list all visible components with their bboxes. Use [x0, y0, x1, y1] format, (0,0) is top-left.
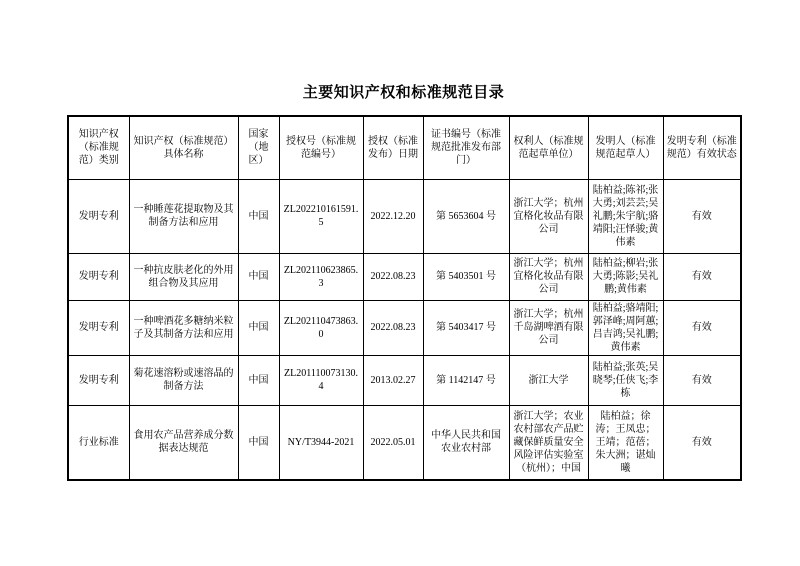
cell-inventors: 陆柏益;骆靖阳;郭泽峰;周阿蕙;吕吉鸿;吴礼鹏;黄伟素	[588, 300, 663, 355]
cell-date: 2022.08.23	[363, 300, 423, 355]
header-name: 知识产权（标准规范）具体名称	[129, 116, 238, 179]
cell-certificate: 第 1142147 号	[423, 355, 509, 405]
cell-date: 2022.12.20	[363, 179, 423, 253]
header-category: 知识产权（标准规范）类别	[68, 116, 129, 179]
cell-rights-holder: 浙江大学；杭州千岛湖啤酒有限公司	[509, 300, 588, 355]
cell-country: 中国	[238, 405, 279, 480]
cell-country: 中国	[238, 300, 279, 355]
cell-category: 发明专利	[68, 253, 129, 300]
cell-country: 中国	[238, 179, 279, 253]
cell-number: ZL202210161591.5	[279, 179, 363, 253]
cell-name: 菊花速溶粉或速溶晶的制备方法	[129, 355, 238, 405]
cell-date: 2022.08.23	[363, 253, 423, 300]
cell-category: 发明专利	[68, 355, 129, 405]
cell-name: 一种睡莲花提取物及其制备方法和应用	[129, 179, 238, 253]
cell-rights-holder: 浙江大学；杭州宜格化妆品有限公司	[509, 253, 588, 300]
cell-status: 有效	[663, 355, 741, 405]
cell-number: ZL202110623865.3	[279, 253, 363, 300]
cell-name: 一种抗皮肤老化的外用组合物及其应用	[129, 253, 238, 300]
cell-status: 有效	[663, 405, 741, 480]
header-number: 授权号（标准规范编号）	[279, 116, 363, 179]
cell-date: 2022.05.01	[363, 405, 423, 480]
table-header-row	[68, 116, 741, 179]
cell-rights-holder: 浙江大学；农业农村部农产品贮藏保鲜质量安全风险评估实验室（杭州）；中国	[509, 405, 588, 480]
cell-status: 有效	[663, 253, 741, 300]
cell-category: 行业标准	[68, 405, 129, 480]
page-title: 主要知识产权和标准规范目录	[302, 84, 505, 101]
header-status: 发明专利（标准规范）有效状态	[663, 116, 741, 179]
table-row	[68, 355, 741, 405]
cell-inventors: 陆柏益；徐涛；王凤忠；王靖；范蓓；朱大洲；谌灿曦	[588, 405, 663, 480]
cell-name: 食用农产品营养成分数据表达规范	[129, 405, 238, 480]
header-country: 国家（地区）	[238, 116, 279, 179]
cell-certificate: 中华人民共和国农业农村部	[423, 405, 509, 480]
cell-rights-holder: 浙江大学；杭州宜格化妆品有限公司	[509, 179, 588, 253]
ip-standards-table	[67, 115, 742, 481]
header-certificate: 证书编号（标准规范批准发布部门）	[423, 116, 509, 179]
cell-rights-holder: 浙江大学	[509, 355, 588, 405]
cell-inventors: 陆柏益;陈祁;张大勇;刘芸芸;吴礼鹏;朱宇航;骆靖阳;汪怿骏;黄伟素	[588, 179, 663, 253]
cell-category: 发明专利	[68, 179, 129, 253]
cell-name: 一种啤酒花多糖纳米粒子及其制备方法和应用	[129, 300, 238, 355]
cell-certificate: 第 5653604 号	[423, 179, 509, 253]
cell-number: ZL202110473863.0	[279, 300, 363, 355]
cell-certificate: 第 5403501 号	[423, 253, 509, 300]
cell-country: 中国	[238, 253, 279, 300]
table-row	[68, 405, 741, 480]
cell-number: NY/T3944-2021	[279, 405, 363, 480]
cell-inventors: 陆柏益;张英;吴晓琴;任侠飞;李栋	[588, 355, 663, 405]
header-rights-holder: 权利人（标准规范起草单位）	[509, 116, 588, 179]
table-row	[68, 300, 741, 355]
cell-country: 中国	[238, 355, 279, 405]
table-row	[68, 179, 741, 253]
cell-date: 2013.02.27	[363, 355, 423, 405]
header-inventors: 发明人（标准规范起草人）	[588, 116, 663, 179]
cell-status: 有效	[663, 300, 741, 355]
table-row	[68, 253, 741, 300]
cell-inventors: 陆柏益;柳岩;张大勇;陈影;吴礼鹏;黄伟素	[588, 253, 663, 300]
cell-number: ZL201110073130.4	[279, 355, 363, 405]
cell-status: 有效	[663, 179, 741, 253]
cell-category: 发明专利	[68, 300, 129, 355]
header-date: 授权（标准发布）日期	[363, 116, 423, 179]
cell-certificate: 第 5403417 号	[423, 300, 509, 355]
